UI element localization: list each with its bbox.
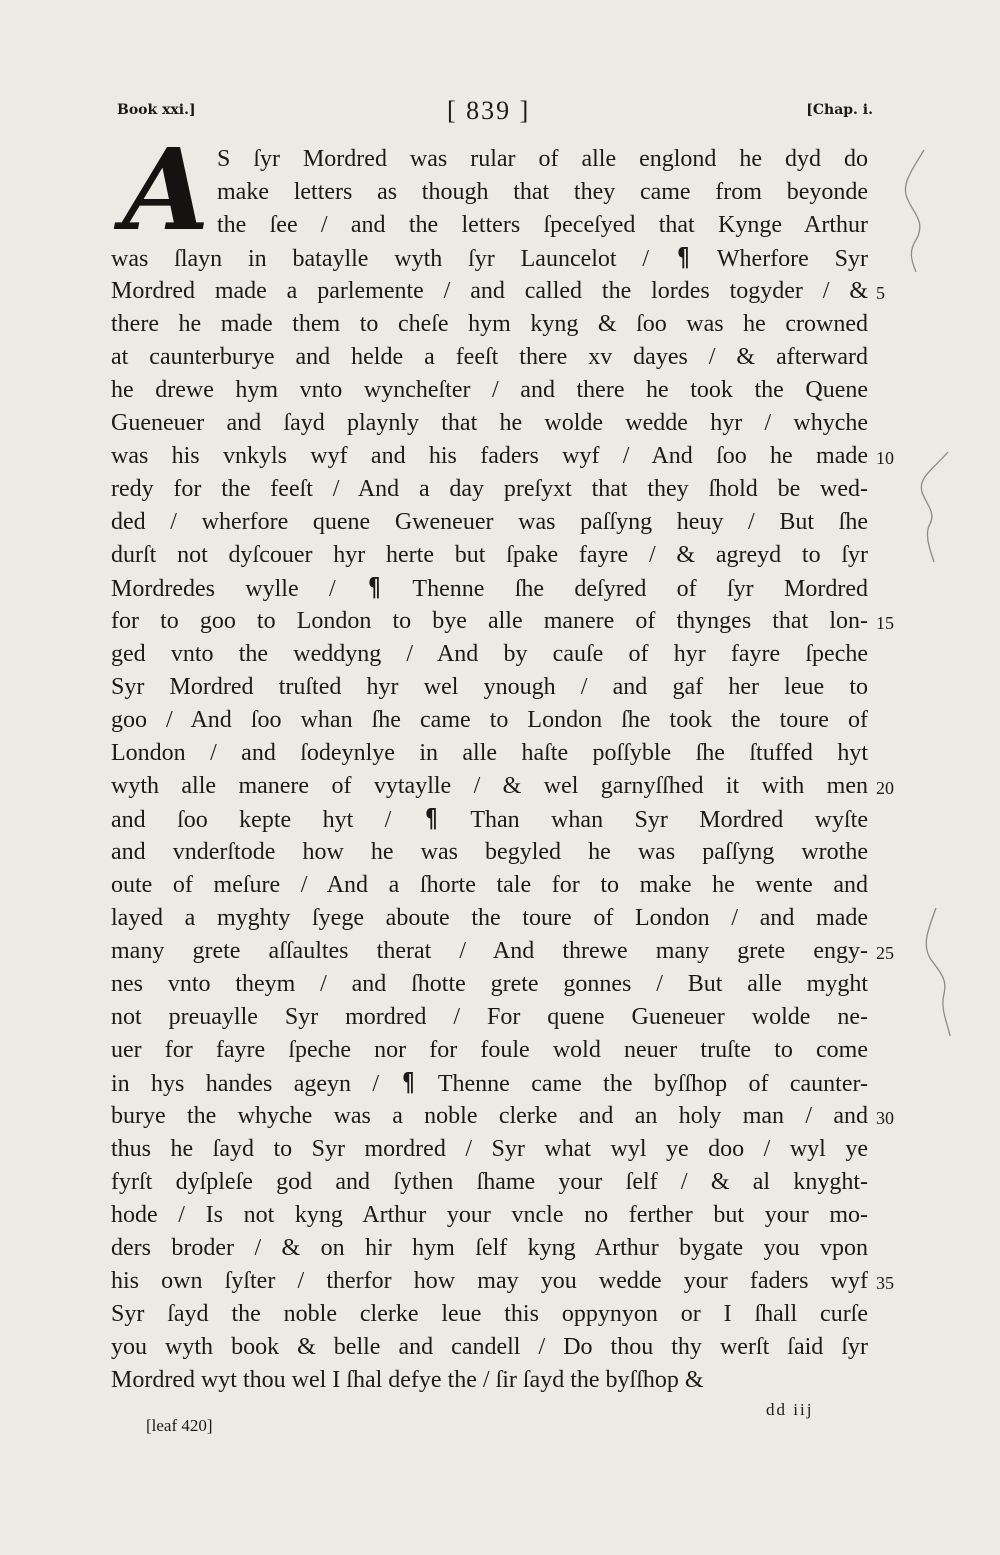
- line-number: 35: [876, 1273, 894, 1293]
- pencil-brace-mark: [921, 452, 948, 562]
- line-number: 15: [876, 613, 894, 633]
- text-line: Mordred made a parlemente / and called the lordes togyder / &: [111, 278, 868, 304]
- text-line: you wyth book & belle and candell / Do thou thy werſt ſaid ſyr: [111, 1334, 868, 1360]
- text-line: Syr Mordred truſted hyr wel ynough / and gaf her leue to: [111, 674, 868, 700]
- text-line: layed a myghty ſyege aboute the toure of London / and made: [111, 905, 868, 931]
- text-line: Syr ſayd the noble clerke leue this oppynyon or I ſhall curſe: [111, 1301, 868, 1327]
- text-line: and ſoo kepte hyt / ¶ Than whan Syr Mordred wyſte: [111, 804, 869, 834]
- pencil-brace-mark: [905, 150, 924, 272]
- text-line: his own ſyſter / therfor how may you wedde your faders wyf: [111, 1268, 868, 1294]
- text-line: fyrſt dyſpleſe god and ſythen ſhame your ſelf / & al knyght-: [111, 1169, 868, 1195]
- paragraph-mark-icon: ¶: [677, 243, 690, 273]
- text-line: goo / And ſoo whan ſhe came to London ſhe took the toure of: [111, 707, 868, 733]
- line-number: 5: [876, 283, 885, 303]
- chapter-label: [Chap. i.: [806, 102, 873, 118]
- text-line: ded / wherfore quene Gweneuer was paſſyng heuy / But ſhe: [111, 509, 868, 535]
- leaf-note: [leaf 420]: [146, 1416, 213, 1435]
- line-number: 30: [876, 1108, 894, 1128]
- text-line: redy for the feeſt / And a day preſyxt that they ſhold be wed-: [111, 476, 868, 502]
- paragraph-mark-icon: ¶: [368, 573, 381, 603]
- text-line: was his vnkyls wyf and his faders wyf / And ſoo he made: [111, 443, 868, 469]
- text-line: nes vnto theym / and ſhotte grete gonnes / But alle myght: [111, 971, 868, 997]
- text-line: in hys handes ageyn / ¶ Thenne came the byſſhop of caunter-: [111, 1068, 869, 1098]
- text-line: wyth alle manere of vytaylle / & wel garnyſſhed it with men: [111, 773, 868, 799]
- running-header: [117, 96, 873, 136]
- text-line: S ſyr Mordred was rular of alle englond he dyd do: [217, 146, 868, 172]
- book-label: Book xxi.]: [117, 102, 196, 118]
- text-line: Mordredes wylle / ¶ Thenne ſhe deſyred of ſyr Mordred: [111, 573, 868, 603]
- text-line: oute of meſure / And a ſhorte tale for to make he wente and: [111, 872, 868, 898]
- drop-cap-initial: A: [122, 125, 210, 256]
- text-line: make letters as though that they came from beyonde: [217, 179, 868, 205]
- text-line: and vnderſtode how he was begyled he was paſſyng wrothe: [111, 839, 868, 865]
- pencil-brace-mark: [926, 908, 950, 1036]
- text-line: ged vnto the weddyng / And by cauſe of hyr fayre ſpeche: [111, 641, 868, 667]
- text-line: the ſee / and the letters ſpeceſyed that Kynge Arthur: [217, 212, 868, 238]
- text-line: he drewe hym vnto wyncheſter / and there he took the Quene: [111, 377, 868, 403]
- line-number: 25: [876, 943, 894, 963]
- line-number: 20: [876, 778, 894, 798]
- signature-mark: dd iij: [766, 1400, 814, 1419]
- text-line: ders broder / & on hir hym ſelf kyng Arthur bygate you vpon: [111, 1235, 868, 1261]
- text-line: burye the whyche was a noble clerke and an holy man / and: [111, 1103, 868, 1129]
- text-line: was ſlayn in bataylle wyth ſyr Launcelot / ¶ Wherfore Syr: [111, 243, 868, 273]
- paragraph-mark-icon: ¶: [424, 804, 438, 834]
- line-number: 10: [876, 448, 894, 468]
- text-line: not preuaylle Syr mordred / For quene Gueneuer wolde ne-: [111, 1004, 868, 1030]
- paragraph-mark-icon: ¶: [402, 1068, 415, 1098]
- text-line: there he made them to cheſe hym kyng & ſoo was he crowned: [111, 311, 868, 337]
- text-line: uer for fayre ſpeche nor for foule wold neuer truſte to come: [111, 1037, 868, 1063]
- text-line: durſt not dyſcouer hyr herte but ſpake fayre / & agreyd to ſyr: [111, 542, 868, 568]
- text-line: for to goo to London to bye alle manere of thynges that lon-: [111, 608, 868, 634]
- page-number: [ 839 ]: [447, 96, 531, 125]
- text-line: London / and ſodeynlye in alle haſte poſſyble ſhe ſtuffed hyt: [111, 740, 868, 766]
- text-line: at caunterburye and helde a feeſt there xv dayes / & afterward: [111, 344, 868, 370]
- text-line: many grete aſſaultes therat / And threwe many grete engy-: [111, 938, 868, 964]
- text-line: Gueneuer and ſayd playnly that he wolde wedde hyr / whyche: [111, 410, 868, 436]
- text-line: Mordred wyt thou wel I ſhal defye the / ſir ſayd the byſſhop &: [111, 1367, 704, 1393]
- text-line: thus he ſayd to Syr mordred / Syr what wyl ye doo / wyl ye: [111, 1136, 868, 1162]
- text-line: hode / Is not kyng Arthur your vncle no ferther but your mo-: [111, 1202, 868, 1228]
